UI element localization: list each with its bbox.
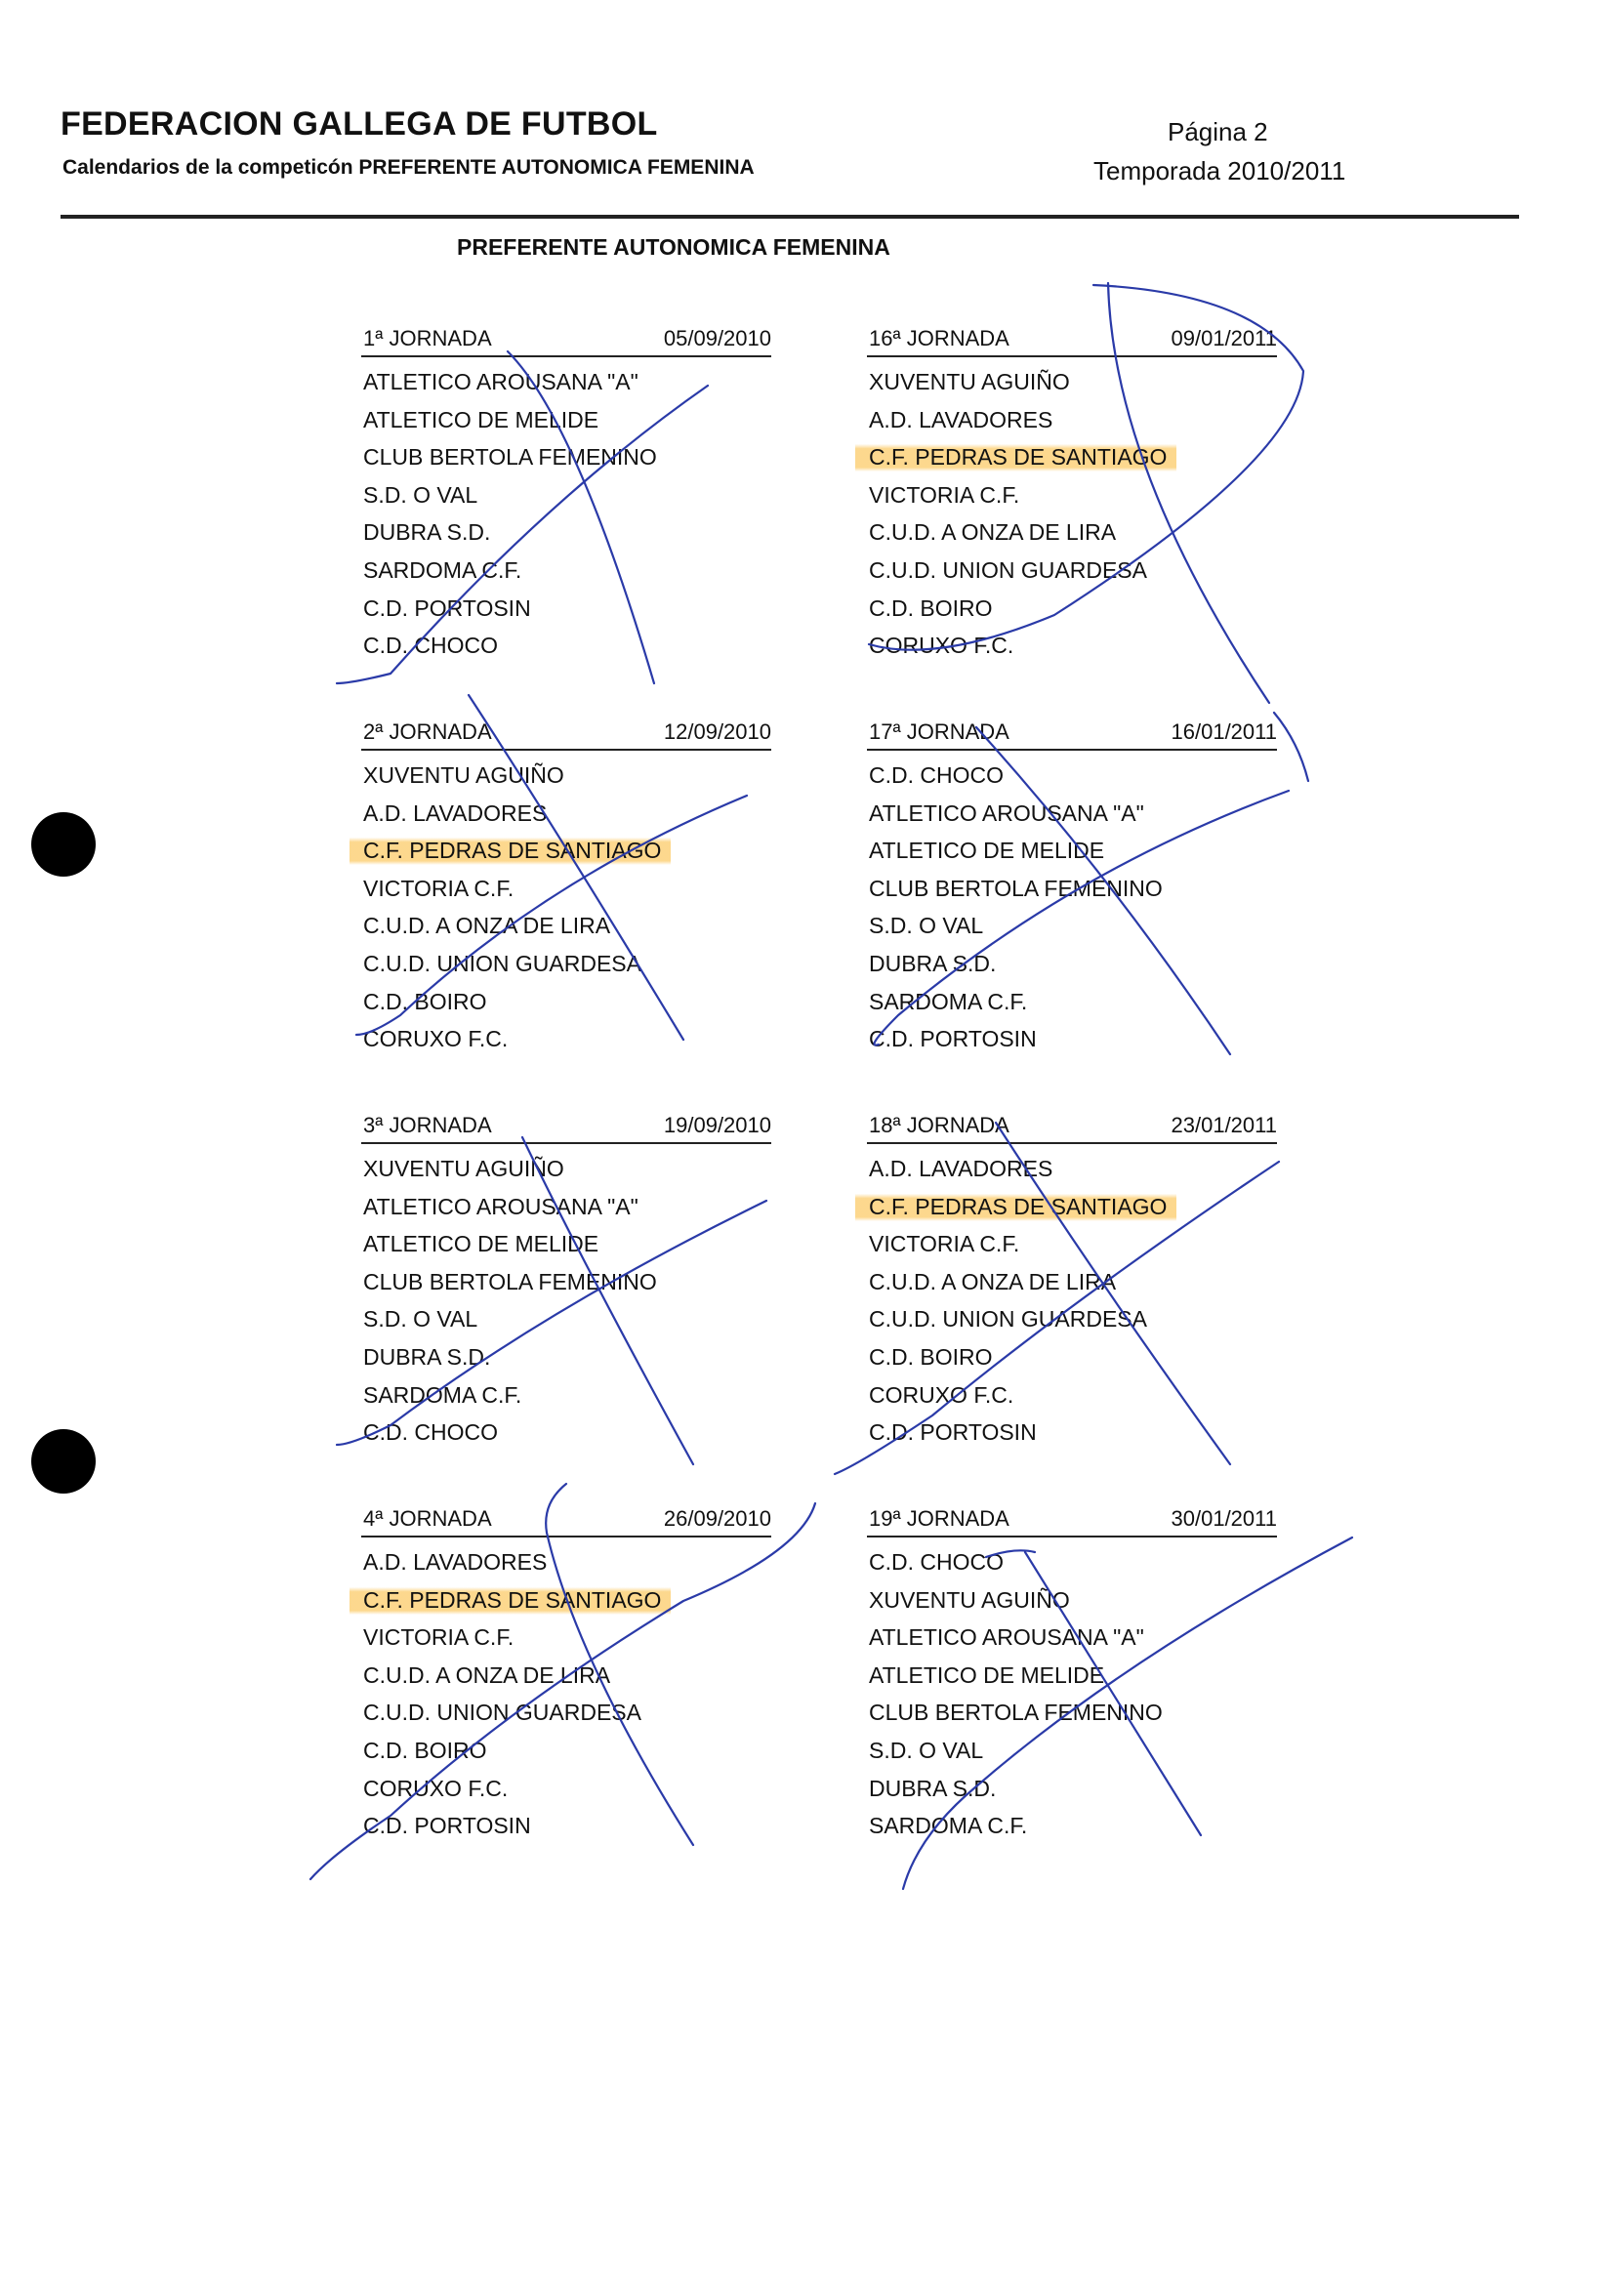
team-item <box>867 627 1277 665</box>
team-item <box>361 1414 771 1452</box>
team-item <box>867 832 1277 870</box>
team-name: VICTORIA C.F. <box>363 1624 514 1651</box>
round-header <box>867 322 1277 357</box>
round-date: 19/09/2010 <box>663 1113 771 1137</box>
round-block <box>361 1502 771 1845</box>
team-item <box>361 438 771 476</box>
round-name: 19ª JORNADA <box>869 1506 1009 1531</box>
round-block <box>361 1109 771 1452</box>
team-name: ATLETICO DE MELIDE <box>869 1661 1105 1688</box>
team-item <box>361 1300 771 1338</box>
team-name: CLUB BERTOLA FEMENINO <box>869 1700 1163 1726</box>
team-name: C.D. CHOCO <box>869 762 1004 788</box>
team-name: C.F. PEDRAS DE SANTIAGO <box>855 1192 1176 1221</box>
round-name: 18ª JORNADA <box>869 1113 1009 1137</box>
team-name: S.D. O VAL <box>363 481 478 508</box>
team-item <box>361 1694 771 1732</box>
team-name: A.D. LAVADORES <box>869 1156 1053 1181</box>
team-item <box>867 1770 1277 1808</box>
team-item <box>867 870 1277 908</box>
team-item <box>867 1581 1277 1620</box>
season-label: Temporada 2010/2011 <box>1093 156 1346 185</box>
team-name: CORUXO F.C. <box>869 633 1014 659</box>
round-block <box>867 1502 1277 1845</box>
team-name: C.D. PORTOSIN <box>363 1813 531 1839</box>
round-date: 26/09/2010 <box>663 1506 771 1531</box>
team-item <box>867 1694 1277 1732</box>
team-item <box>361 757 771 795</box>
team-name: ATLETICO AROUSANA "A" <box>363 369 638 394</box>
round-block <box>867 1109 1277 1452</box>
team-item <box>867 401 1277 439</box>
team-list <box>361 757 771 1058</box>
team-name: C.U.D. UNION GUARDESA <box>869 1306 1147 1332</box>
team-item <box>361 1188 771 1226</box>
team-name: C.U.D. UNION GUARDESA <box>363 950 641 976</box>
round-block <box>867 716 1277 1058</box>
team-name: CLUB BERTOLA FEMENINO <box>869 875 1163 901</box>
team-name: C.F. PEDRAS DE SANTIAGO <box>855 442 1176 472</box>
team-item <box>867 1225 1277 1263</box>
team-item <box>867 945 1277 983</box>
team-name: VICTORIA C.F. <box>869 481 1020 508</box>
team-list <box>361 1150 771 1452</box>
team-list <box>867 1150 1277 1452</box>
team-name: C.U.D. UNION GUARDESA <box>363 1700 641 1726</box>
team-item-highlighted <box>361 1581 771 1620</box>
team-item <box>361 1150 771 1188</box>
team-item <box>867 1263 1277 1301</box>
team-name: S.D. O VAL <box>363 1306 478 1332</box>
team-item-highlighted <box>867 438 1277 476</box>
team-name: C.D. CHOCO <box>869 1549 1004 1575</box>
team-name: DUBRA S.D. <box>869 1775 997 1801</box>
team-name: ATLETICO DE MELIDE <box>363 1231 599 1257</box>
team-item <box>867 757 1277 795</box>
team-item <box>361 1020 771 1058</box>
team-name: C.U.D. A ONZA DE LIRA <box>869 519 1117 546</box>
round-date: 09/01/2011 <box>1171 326 1277 350</box>
team-name: SARDOMA C.F. <box>363 556 522 583</box>
team-item <box>867 1657 1277 1695</box>
team-name: DUBRA S.D. <box>869 950 997 976</box>
team-name: VICTORIA C.F. <box>363 875 514 901</box>
team-item <box>361 945 771 983</box>
team-name: DUBRA S.D. <box>363 519 491 546</box>
team-name: C.F. PEDRAS DE SANTIAGO <box>350 1585 671 1615</box>
team-item <box>361 1732 771 1770</box>
team-item <box>867 476 1277 514</box>
team-item <box>867 795 1277 833</box>
federation-title: FEDERACION GALLEGA DE FUTBOL <box>61 105 658 143</box>
team-name: C.D. BOIRO <box>869 594 993 621</box>
round-name: 3ª JORNADA <box>363 1113 492 1137</box>
round-header <box>361 1502 771 1538</box>
team-name: S.D. O VAL <box>869 913 984 939</box>
team-name: ATLETICO AROUSANA "A" <box>869 800 1144 826</box>
team-name: C.U.D. A ONZA DE LIRA <box>869 1268 1117 1294</box>
team-name: ATLETICO AROUSANA "A" <box>869 1624 1144 1651</box>
team-name: C.D. BOIRO <box>363 1737 487 1763</box>
team-name: C.D. BOIRO <box>869 1343 993 1370</box>
team-name: CORUXO F.C. <box>869 1381 1014 1408</box>
team-name: XUVENTU AGUIÑO <box>363 762 564 788</box>
team-item <box>361 476 771 514</box>
team-item <box>361 1770 771 1808</box>
team-name: XUVENTU AGUIÑO <box>869 369 1070 394</box>
team-name: A.D. LAVADORES <box>869 406 1053 432</box>
team-name: C.F. PEDRAS DE SANTIAGO <box>350 836 671 865</box>
team-name: ATLETICO AROUSANA "A" <box>363 1193 638 1219</box>
team-name: VICTORIA C.F. <box>869 1231 1020 1257</box>
team-name: CLUB BERTOLA FEMENINO <box>363 1268 657 1294</box>
team-item <box>867 1338 1277 1376</box>
round-date: 23/01/2011 <box>1171 1113 1277 1137</box>
round-header <box>361 322 771 357</box>
team-item <box>361 513 771 552</box>
team-name: A.D. LAVADORES <box>363 1549 548 1575</box>
team-name: CORUXO F.C. <box>363 1775 509 1801</box>
team-item <box>867 1619 1277 1657</box>
round-header <box>867 716 1277 751</box>
team-item <box>867 363 1277 401</box>
team-name: C.U.D. UNION GUARDESA <box>869 556 1147 583</box>
team-name: DUBRA S.D. <box>363 1343 491 1370</box>
team-name: C.D. PORTOSIN <box>869 1026 1037 1052</box>
team-list <box>361 363 771 665</box>
team-item <box>867 1807 1277 1845</box>
team-item <box>361 401 771 439</box>
round-block <box>361 716 771 1058</box>
team-item <box>867 1376 1277 1414</box>
team-name: XUVENTU AGUIÑO <box>363 1156 564 1181</box>
team-item <box>867 907 1277 945</box>
calendar-subtitle: Calendarios de la competicón PREFERENTE AUTONOMICA FEMENINA <box>62 156 755 179</box>
round-header <box>867 1502 1277 1538</box>
round-date: 16/01/2011 <box>1171 719 1277 744</box>
team-item <box>867 1020 1277 1058</box>
team-list <box>361 1543 771 1845</box>
team-item <box>361 1543 771 1581</box>
team-name: C.D. CHOCO <box>363 1419 498 1446</box>
round-name: 2ª JORNADA <box>363 719 492 744</box>
round-date: 12/09/2010 <box>663 719 771 744</box>
team-item <box>867 1300 1277 1338</box>
round-header <box>361 1109 771 1144</box>
round-block <box>867 322 1277 665</box>
round-date: 30/01/2011 <box>1171 1506 1277 1531</box>
round-name: 17ª JORNADA <box>869 719 1009 744</box>
team-item <box>361 1338 771 1376</box>
team-item <box>867 590 1277 628</box>
team-item <box>361 552 771 590</box>
round-name: 16ª JORNADA <box>869 326 1009 350</box>
team-item-highlighted <box>867 1188 1277 1226</box>
team-name: C.D. PORTOSIN <box>363 594 531 621</box>
team-item <box>361 363 771 401</box>
team-name: XUVENTU AGUIÑO <box>869 1586 1070 1613</box>
team-name: A.D. LAVADORES <box>363 800 548 826</box>
team-name: C.U.D. A ONZA DE LIRA <box>363 913 611 939</box>
team-item <box>361 795 771 833</box>
team-item <box>361 1263 771 1301</box>
round-header <box>867 1109 1277 1144</box>
team-list <box>867 757 1277 1058</box>
round-block <box>361 322 771 665</box>
team-item <box>361 1376 771 1414</box>
team-name: ATLETICO DE MELIDE <box>869 838 1105 864</box>
team-list <box>867 363 1277 665</box>
team-list <box>867 1543 1277 1845</box>
team-item <box>361 590 771 628</box>
team-name: CLUB BERTOLA FEMENINO <box>363 444 657 471</box>
team-name: SARDOMA C.F. <box>869 1813 1028 1839</box>
team-name: ATLETICO DE MELIDE <box>363 406 599 432</box>
team-item <box>867 1150 1277 1188</box>
binder-hole-bottom <box>31 1429 96 1494</box>
team-item <box>867 513 1277 552</box>
team-name: C.D. BOIRO <box>363 988 487 1014</box>
round-header <box>361 716 771 751</box>
team-item-highlighted <box>361 832 771 870</box>
round-name: 4ª JORNADA <box>363 1506 492 1531</box>
team-item <box>867 1414 1277 1452</box>
team-item <box>361 627 771 665</box>
team-item <box>361 983 771 1021</box>
competition-title: PREFERENTE AUTONOMICA FEMENINA <box>457 234 890 260</box>
team-name: C.D. CHOCO <box>363 633 498 659</box>
team-item <box>361 1225 771 1263</box>
team-item <box>867 1732 1277 1770</box>
team-item <box>867 983 1277 1021</box>
team-item <box>361 1807 771 1845</box>
round-date: 05/09/2010 <box>663 326 771 350</box>
round-name: 1ª JORNADA <box>363 326 492 350</box>
page-number: Página 2 <box>1168 117 1268 146</box>
team-item <box>867 552 1277 590</box>
team-item <box>867 1543 1277 1581</box>
team-name: C.D. PORTOSIN <box>869 1419 1037 1446</box>
team-name: SARDOMA C.F. <box>869 988 1028 1014</box>
team-item <box>361 1619 771 1657</box>
header-divider <box>61 215 1519 219</box>
team-name: SARDOMA C.F. <box>363 1381 522 1408</box>
team-name: S.D. O VAL <box>869 1737 984 1763</box>
team-item <box>361 907 771 945</box>
binder-hole-top <box>31 812 96 877</box>
page-header <box>0 0 1605 260</box>
team-name: CORUXO F.C. <box>363 1026 509 1052</box>
team-item <box>361 870 771 908</box>
team-item <box>361 1657 771 1695</box>
team-name: C.U.D. A ONZA DE LIRA <box>363 1661 611 1688</box>
